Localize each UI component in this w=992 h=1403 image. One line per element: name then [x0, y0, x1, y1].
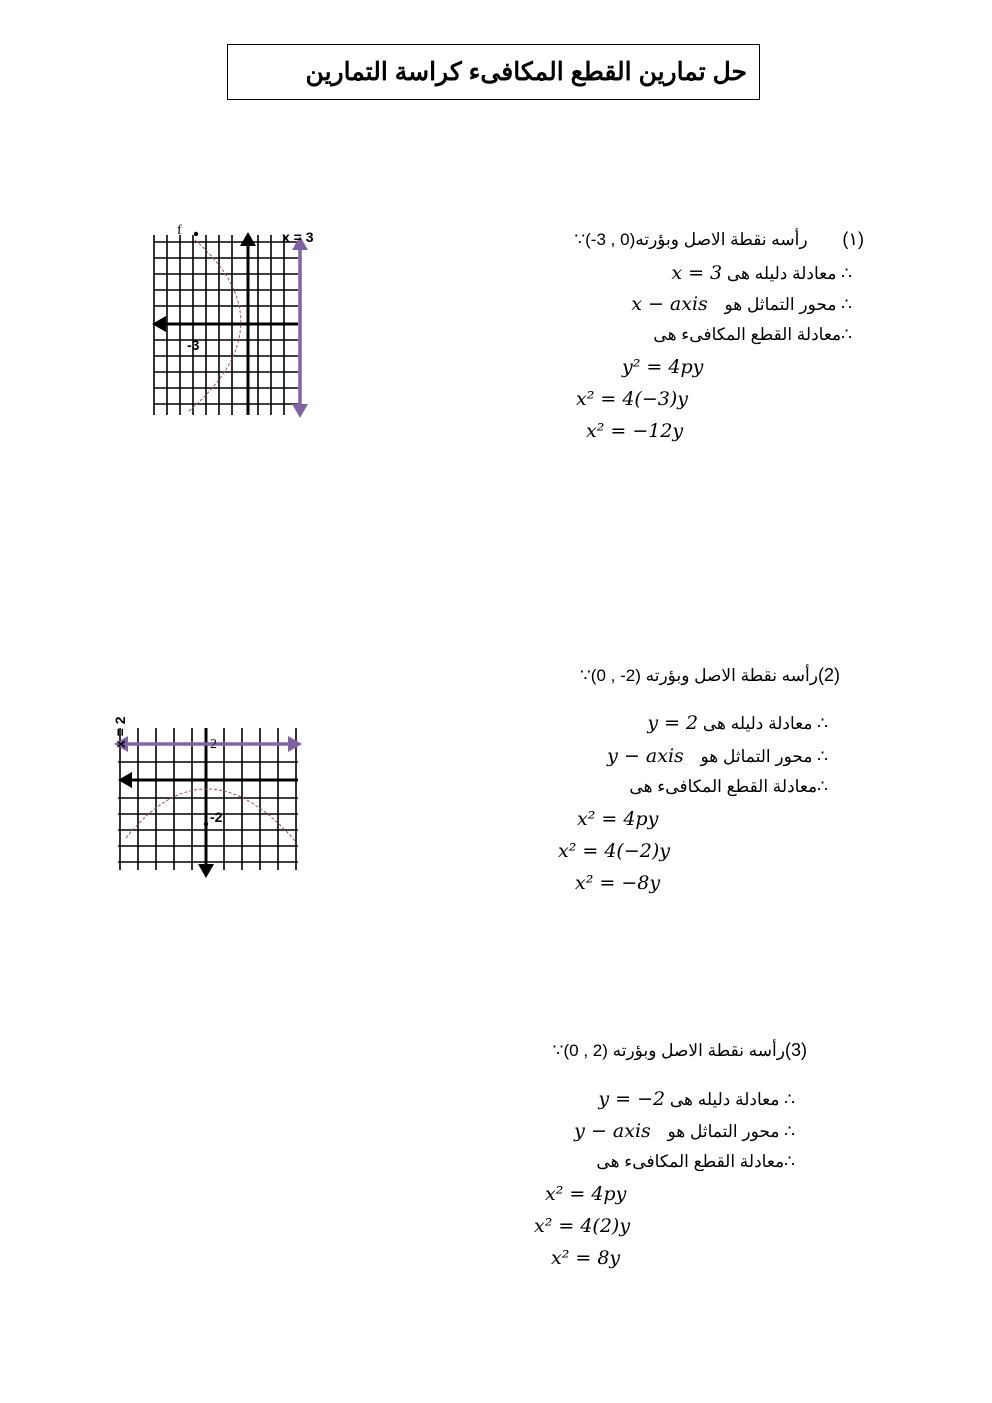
y-axis-arrow-icon	[198, 864, 214, 878]
problem-3-header	[553, 1039, 807, 1062]
tick-top-label: 2	[210, 737, 217, 752]
focus-label: f	[177, 223, 182, 238]
axis-value: y − axis	[574, 1120, 651, 1142]
problem-3-given: رأسه نقطة الاصل وبؤرته (2 , 0)∵	[552, 1041, 785, 1060]
problem-1-graph	[140, 220, 340, 425]
problem-1-axis	[631, 293, 852, 316]
therefore-symbol: ∴	[784, 1122, 795, 1141]
equation-label: معادلة القطع المكافىء هى	[653, 325, 842, 344]
title-box	[227, 44, 760, 100]
problem-3-axis	[574, 1120, 795, 1143]
problem-1-directrix	[671, 262, 852, 285]
directrix-label: معادلة دليله هى	[726, 264, 837, 283]
problem-2-graph	[108, 698, 308, 883]
equation-label: معادلة القطع المكافىء هى	[596, 1152, 785, 1171]
directrix-equation: y = 2	[647, 712, 699, 734]
problem-3-step-3: x² = 8y	[551, 1247, 621, 1269]
problem-1-equation-label	[653, 324, 852, 346]
problem-1-step-3: x² = −12y	[586, 420, 684, 442]
problem-2-number: (2)	[817, 665, 840, 685]
problem-2-step-1: x² = 4py	[577, 808, 659, 830]
axis-value: x − axis	[631, 293, 708, 315]
problem-1-header	[574, 228, 864, 251]
directrix-label: x = 2	[112, 716, 128, 748]
equation-label: معادلة القطع المكافىء هى	[629, 777, 818, 796]
problem-3-directrix	[598, 1088, 795, 1111]
problem-2-given: رأسه نقطة الاصل وبؤرته (2- , 0)∵	[579, 666, 818, 685]
directrix-label: معادلة دليله هى	[702, 714, 813, 733]
axis-label: محور التماثل هو	[667, 1122, 780, 1141]
problem-2-step-3: x² = −8y	[575, 872, 661, 894]
grid	[118, 728, 298, 870]
tick-bottom-label: -2	[210, 809, 223, 825]
problem-2-directrix	[647, 712, 828, 735]
problem-2-axis	[607, 745, 828, 768]
directrix-equation: y = −2	[598, 1088, 666, 1110]
therefore-symbol: ∴	[817, 777, 828, 796]
problem-1-number: (١)	[842, 229, 864, 249]
problem-3-number: (3)	[784, 1040, 807, 1060]
axis-label: محور التماثل هو	[700, 747, 813, 766]
problem-2-step-2: x² = 4(−2)y	[558, 840, 670, 862]
problem-2-header	[580, 664, 840, 687]
therefore-symbol: ∴	[841, 264, 852, 283]
parabola-curve	[188, 240, 241, 412]
problem-3-step-2: x² = 4(2)y	[534, 1215, 631, 1237]
tick-label: -3	[187, 337, 200, 353]
therefore-symbol: ∴	[784, 1090, 795, 1109]
page-title: حل تمارين القطع المكافىء كراسة التمارين	[305, 58, 747, 86]
directrix-line	[114, 736, 302, 752]
therefore-symbol: ∴	[841, 295, 852, 314]
directrix-label: x = 3	[282, 229, 314, 245]
axis-label: محور التماثل هو	[724, 295, 837, 314]
focus-point	[204, 822, 208, 826]
problem-1-step-2: x² = 4(−3)y	[576, 388, 688, 410]
therefore-symbol: ∴	[817, 747, 828, 766]
axis-value: y − axis	[607, 745, 684, 767]
therefore-symbol: ∴	[817, 714, 828, 733]
directrix-line	[292, 236, 308, 418]
therefore-symbol: ∴	[841, 325, 852, 344]
problem-2-equation-label	[629, 776, 828, 798]
problem-3-equation-label	[596, 1151, 795, 1173]
therefore-symbol: ∴	[784, 1152, 795, 1171]
y-axis-arrow-icon	[240, 232, 256, 246]
focus-point	[194, 232, 198, 236]
problem-1-given: رأسه نقطة الاصل وبؤرته(0 , 3-)∵	[574, 230, 808, 249]
directrix-label: معادلة دليله هى	[669, 1090, 780, 1109]
problem-3-step-1: x² = 4py	[545, 1183, 627, 1205]
problem-1-step-1: y² = 4py	[622, 356, 704, 378]
directrix-equation: x = 3	[671, 262, 723, 284]
